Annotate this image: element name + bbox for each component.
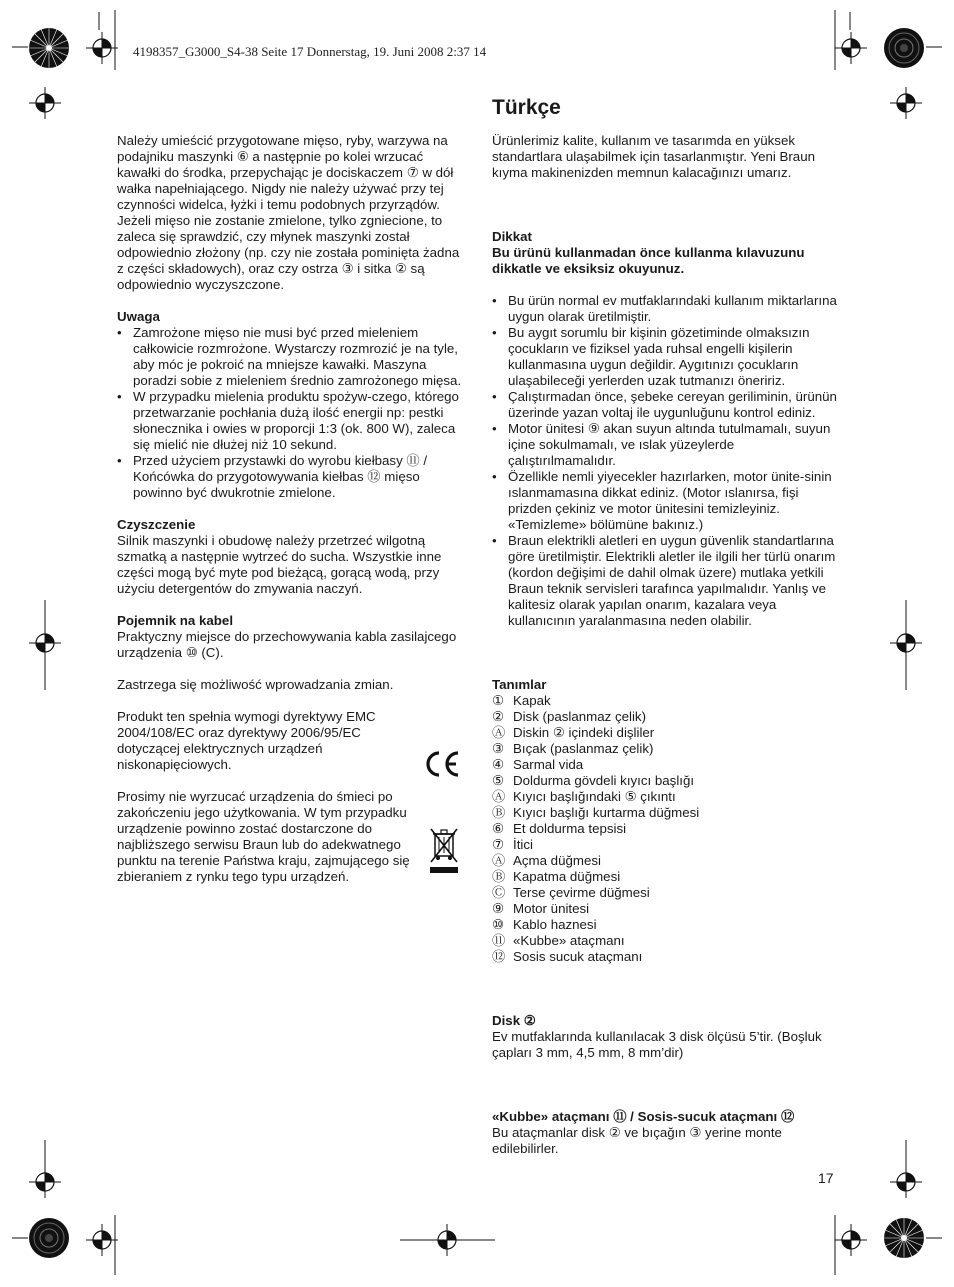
ce-mark-icon [422, 748, 462, 780]
parts-list [492, 693, 838, 965]
part-number: Ⓐ [492, 789, 506, 804]
left-column-polish [117, 133, 462, 885]
part-item [492, 741, 838, 757]
disposal-text: Prosimy nie wyrzucać urządzenia do śmieci po zakończeniu jego użytkowania. W tym przypadku urządzenie powinno zostać dostarczone do najbliższego serwisu Braun lub do adekwatnego punktu na terenie Państwa kraju, zajmującego się zbieraniem z rynku tego typu urządzeń. [117, 789, 410, 884]
disk-heading: Disk ② [492, 1013, 536, 1028]
intro-paragraph: Ürünlerimiz kalite, kullanım ve tasarımda en yüksek standartlara ulaşabilmek için tasarlanmıştır. Yeni Braun kıyma makinenizden memnun kalacağınızı umarız. [492, 133, 815, 180]
cleaning-paragraph: Silnik maszynki i obudowę należy przetrzeć wilgotną szmatką a następnie wytrzeć do sucha. Wszystkie inne części mogą być myte pod bieżącą, gorącą wodą, przy użyciu detergentów do zmywania naczyń. [117, 533, 442, 596]
uwaga-list [117, 325, 462, 501]
dikkat-list [492, 293, 838, 629]
part-label: Açma düğmesi [513, 853, 601, 868]
cable-paragraph: Praktyczny miejsce do przechowywania kabla zasilajcego urządzenia ⑩ (C). [117, 629, 457, 660]
part-item [492, 885, 838, 901]
part-number: ⑩ [492, 917, 504, 932]
part-item [492, 805, 838, 821]
part-label: Kablo haznesi [513, 917, 597, 932]
part-label: Terse çevirme düğmesi [513, 885, 650, 900]
right-column-turkish [492, 133, 838, 1157]
part-label: Motor ünitesi [513, 901, 590, 916]
list-item: • Bu aygıt sorumlu bir kişinin gözetiminde olmaksızın çocukların ve fiziksel yada ruhsal engelli kişilerin kullanmasına uygun değildir. Aygıtınızı çocukların ulaşabileceği yerlerden uzak tutmanızı öneririz. [492, 325, 838, 389]
part-label: İtici [513, 837, 533, 852]
part-label: Kapatma düğmesi [513, 869, 621, 884]
part-item [492, 901, 838, 917]
part-item [492, 949, 838, 965]
part-item [492, 933, 838, 949]
disposal-paragraph [117, 789, 462, 885]
tanimlar-heading: Tanımlar [492, 677, 547, 692]
part-number: ② [492, 709, 504, 724]
part-number: Ⓐ [492, 725, 506, 740]
part-item [492, 693, 838, 709]
part-item [492, 709, 838, 725]
part-label: Disk (paslanmaz çelik) [513, 709, 647, 724]
part-number: Ⓑ [492, 805, 506, 820]
page-number: 17 [818, 1170, 834, 1186]
print-header: 4198357_G3000_S4-38 Seite 17 Donnerstag, 19. Juni 2008 2:37 14 [133, 44, 487, 59]
part-number: ⑦ [492, 837, 504, 852]
part-number: ③ [492, 741, 504, 756]
uwaga-heading: Uwaga [117, 309, 160, 324]
dikkat-subheading: Bu ürünü kullanmadan önce kullanma kılavuzunu dikkatle ve eksiksiz okuyunuz. [492, 245, 805, 276]
part-item [492, 853, 838, 869]
attachment-paragraph: Bu ataçmanlar disk ② ve bıçağın ③ yerine monte edilebilirler. [492, 1125, 782, 1156]
part-label: Diskin ② içindeki dişliler [513, 725, 655, 740]
part-item [492, 821, 838, 837]
part-number: Ⓑ [492, 869, 506, 884]
part-label: Doldurma gövdeli kıyıcı başlığı [513, 773, 695, 788]
cleaning-heading: Czyszczenie [117, 517, 196, 532]
part-number: Ⓒ [492, 885, 506, 900]
list-item: • Motor ünitesi ⑨ akan suyun altında tutulmamalı, suyun içine sokulmamalı, ve ıslak yüzeylerde çalıştırılmamalıdır. [492, 421, 838, 469]
part-item [492, 917, 838, 933]
dikkat-heading: Dikkat [492, 229, 532, 244]
emc-paragraph: Produkt ten spełnia wymogi dyrektywy EMC 2004/108/EC oraz dyrektywy 2006/95/EC dotyczącej elektrycznych urządzeń niskonapięciowych. [117, 709, 376, 772]
part-label: Bıçak (paslanmaz çelik) [513, 741, 654, 756]
list-item: • Braun elektrikli aletleri en uygun güvenlik standartlarına göre üretilmiştir. Elektrikli aletler ile ilgili her türlü onarım (kordon değişimi de dahil olmak üzere) mutlaka yetkili Braun teknik servisleri tarafınca yapılmalıdır. Yanlış ve kalitesiz olarak yapılan onarım, kazalara veya kullanıcının yaralanmasına neden olabilir. [492, 533, 838, 629]
part-number: ④ [492, 757, 504, 772]
crossed-out-bin-icon [428, 826, 460, 874]
part-item [492, 869, 838, 885]
part-item [492, 789, 838, 805]
list-item: • Zamrożone mięso nie musi być przed mieleniem całkowicie rozmrożone. Wystarczy rozmrozić je na tyle, aby móc je pokroić na mniejsze kawałki. Maszyna poradzi sobie z mieleniem średnio zamrożonego mięsa. [117, 325, 462, 389]
cable-heading: Pojemnik na kabel [117, 613, 234, 628]
list-item: • Bu ürün normal ev mutfaklarındaki kullanım miktarlarına uygun olarak üretilmiştir. [492, 293, 838, 325]
list-item: • Özellikle nemli yiyecekler hazırlarken, motor ünite-sinin ıslanmamasına dikkat ediniz. (Motor ıslanırsa, fişi prizden çekiniz ve motor ünitesini temizleyiniz. «Temizleme» bölümüne bakınız.) [492, 469, 838, 533]
part-item [492, 773, 838, 789]
part-number: ① [492, 693, 504, 708]
page-title: Türkçe [492, 96, 561, 119]
part-number: ⑫ [492, 949, 506, 964]
part-item [492, 757, 838, 773]
list-item: • Çalıştırmadan önce, şebeke cereyan geriliminin, ürünün üzerinde yazan voltaj ile uygunluğunu kontrol ediniz. [492, 389, 838, 421]
part-number: ⑥ [492, 821, 504, 836]
part-label: Kıyıcı başlığındaki ⑤ çıkıntı [513, 789, 676, 804]
disk-paragraph: Ev mutfaklarında kullanılacak 3 disk ölçüsü 5’tir. (Boşluk çapları 3 mm, 4,5 mm, 8 mm’dir) [492, 1029, 822, 1060]
part-label: Sarmal vida [513, 757, 584, 772]
part-number: ⑤ [492, 773, 504, 788]
part-number: ⑨ [492, 901, 504, 916]
part-item [492, 725, 838, 741]
part-number: Ⓐ [492, 853, 506, 868]
part-item [492, 837, 838, 853]
list-item: • Przed użyciem przystawki do wyrobu kiełbasy ⑪ / Końcówka do przygotowywania kiełbas ⑫ mięso powinno być dwukrotnie zmielone. [117, 453, 462, 501]
part-label: Kıyıcı başlığı kurtarma düğmesi [513, 805, 700, 820]
intro-paragraph: Należy umieścić przygotowane mięso, ryby, warzywa na podajniku maszynki ⑥ a następnie po kolei wrzucać kawałki do środka, przepychając je dociskaczem ⑦ w dół wałka napełniającego. Nigdy nie należy używać przy tej czynności widelca, łyżki i temu podobnych przyrządów. Jeżeli mięso nie zostanie zmielone, tylko zgniecione, to zaleca się sprawdzić, czy młynek maszynki został odpowiednio złożony (np. czy nie została pominięta żadna z części składowych), oraz czy ostrza ③ i sitka ② są odpowiednio wyczyszczone. [117, 133, 460, 292]
attachment-heading: «Kubbe» ataçmanı ⑪ / Sosis-sucuk ataçmanı ⑫ [492, 1109, 795, 1124]
part-label: Et doldurma tepsisi [513, 821, 627, 836]
part-number: ⑪ [492, 933, 506, 948]
part-label: «Kubbe» ataçmanı [513, 933, 625, 948]
changes-note: Zastrzega się możliwość wprowadzania zmian. [117, 677, 394, 692]
part-label: Kapak [513, 693, 551, 708]
part-label: Sosis sucuk ataçmanı [513, 949, 643, 964]
list-item: • W przypadku mielenia produktu spożyw-czego, którego przetwarzanie pochłania dużą ilość energii np: pestki słonecznika i owies w proporcji 1:3 (ok. 800 W), zaleca się mielić nie dłużej niż 10 sekund. [117, 389, 462, 453]
